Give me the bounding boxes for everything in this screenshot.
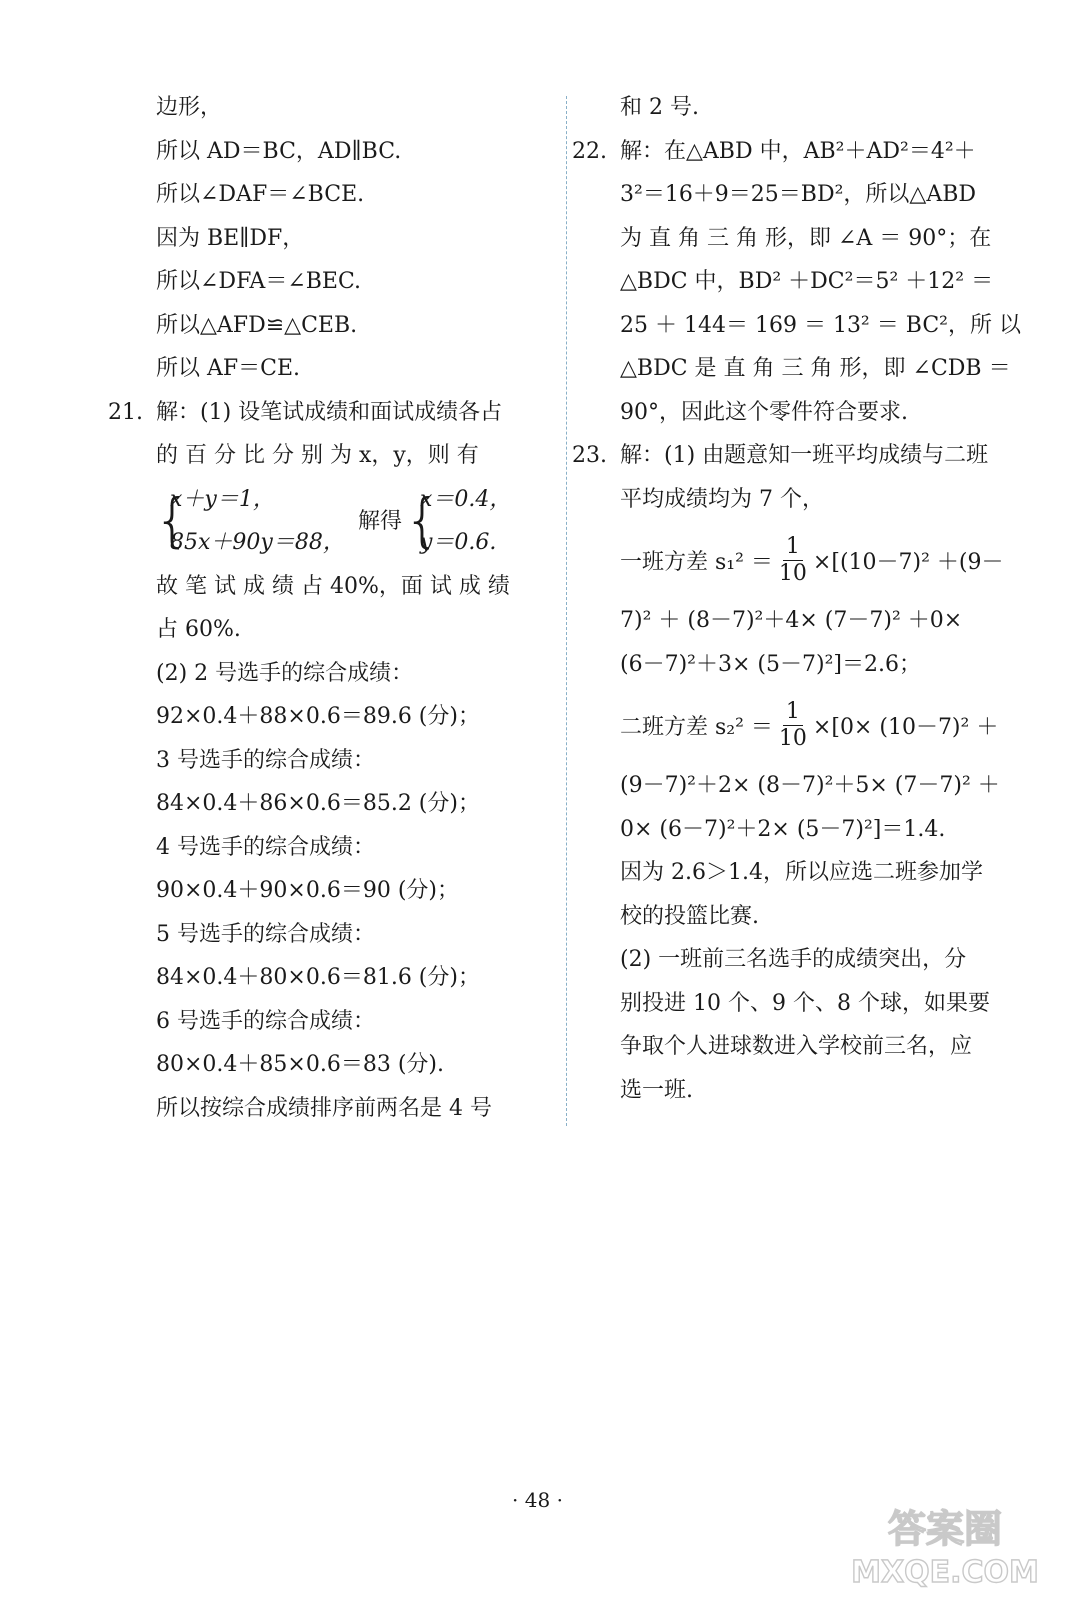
- left-brace: {: [154, 485, 191, 554]
- text-line: (6－7)²＋3× (5－7)²]＝2.6；: [620, 651, 921, 677]
- text-line: 边形，: [156, 95, 223, 120]
- text-line: 解：(1) 由题意知一班平均成绩与二班: [620, 443, 989, 468]
- text-line: 90×0.4＋90×0.6＝90 (分)；: [156, 878, 459, 903]
- solution-2: y＝0.6.: [420, 529, 497, 555]
- text-line: △BDC 是 直 角 三 角 形，即 ∠CDB ＝: [620, 356, 1011, 381]
- watermark-top-text: 答案圈: [887, 1507, 1003, 1551]
- fraction: [779, 534, 807, 587]
- text-line: 争取个人进球数进入学校前三名，应: [620, 1034, 973, 1059]
- text-line: 25 ＋ 144＝ 169 ＝ 13² ＝ BC²，所 以: [620, 312, 1021, 338]
- text-line: 80×0.4＋85×0.6＝83 (分).: [156, 1052, 444, 1077]
- watermark-bottom-text: MXQE.COM: [851, 1555, 1039, 1590]
- text-line: 平均成绩均为 7 个，: [620, 486, 824, 512]
- equation-2: 85x＋90y＝88，: [170, 529, 345, 555]
- text-line: 所以∠DAF＝∠BCE.: [156, 182, 365, 207]
- right-column: [572, 86, 1024, 1112]
- text-line: 6 号选手的综合成绩：: [156, 1008, 375, 1034]
- text-line: 7)² ＋ (8－7)²＋4× (7－7)² ＋0×: [620, 608, 963, 633]
- text-line: 为 直 角 三 角 形，即 ∠A ＝ 90°；在: [620, 225, 992, 251]
- watermark-logo: [835, 1500, 1055, 1590]
- fraction-denominator: 10: [778, 725, 807, 751]
- text-line: 选一班.: [620, 1077, 693, 1103]
- question-number: 21.: [108, 399, 143, 425]
- fraction-numerator: 1: [783, 699, 803, 726]
- text-line: 和 2 号.: [620, 95, 699, 120]
- text-line: (2) 2 号选手的综合成绩：: [156, 660, 414, 686]
- text-line: 占 60%.: [156, 617, 241, 642]
- text-line: (9－7)²＋2× (8－7)²＋5× (7－7)² ＋: [620, 773, 1000, 798]
- solution-1: x＝0.4，: [420, 486, 512, 512]
- variance-1-prefix: 一班方差 s₁² ＝: [620, 549, 773, 575]
- text-line: 所以 AD＝BC，AD∥BC.: [156, 138, 402, 164]
- text-line: 因为 BE∥DF，: [156, 225, 305, 251]
- question-number: 22.: [572, 138, 607, 164]
- text-line: △BDC 中，BD² ＋DC²＝5² ＋12² ＝: [620, 269, 994, 294]
- text-line: 4 号选手的综合成绩：: [156, 834, 375, 860]
- fraction: [779, 699, 807, 752]
- variance-2-prefix: 二班方差 s₂² ＝: [620, 714, 773, 740]
- text-line: (2) 一班前三名选手的成绩突出，分: [620, 947, 967, 972]
- text-line: 所以△AFD≌△CEB.: [156, 312, 358, 338]
- question-23: [572, 434, 1024, 478]
- question-number: 23.: [572, 443, 607, 468]
- question-22: [572, 130, 1024, 174]
- fraction-numerator: 1: [783, 534, 803, 561]
- text-line: 所以 AF＝CE.: [156, 356, 301, 381]
- left-column: [108, 86, 560, 1130]
- page-number: · 48 ·: [512, 1488, 563, 1512]
- variance-2-line: [572, 686, 1024, 764]
- text-line: 84×0.4＋86×0.6＝85.2 (分)；: [156, 791, 480, 816]
- text-line: 故 笔 试 成 绩 占 40%，面 试 成 绩: [156, 573, 510, 599]
- question-21: [108, 391, 560, 435]
- fraction-denominator: 10: [778, 560, 807, 586]
- variance-1-suffix: ×[(10－7)² ＋(9－: [812, 549, 1004, 575]
- right-brace: {: [404, 485, 441, 554]
- text-line: 90°，因此这个零件符合要求.: [620, 399, 908, 425]
- equation-system: [108, 478, 560, 565]
- text-line: 92×0.4＋88×0.6＝89.6 (分)；: [156, 704, 480, 729]
- text-line: 的 百 分 比 分 别 为 x，y，则 有: [156, 443, 479, 468]
- text-line: 3 号选手的综合成绩：: [156, 747, 375, 773]
- text-line: 因为 2.6＞1.4，所以应选二班参加学: [620, 860, 983, 885]
- variance-1-line: [572, 521, 1024, 599]
- solve-label: 解得: [358, 508, 403, 534]
- text-line: 所以∠DFA＝∠BEC.: [156, 269, 362, 294]
- text-line: 3²＝16＋9＝25＝BD²，所以△ABD: [620, 182, 977, 207]
- equation-1: x＋y＝1，: [170, 486, 275, 512]
- variance-2-suffix: ×[0× (10－7)² ＋: [812, 714, 999, 740]
- text-line: 解：在△ABD 中，AB²＋AD²＝4²＋: [620, 138, 976, 164]
- text-line: 0× (6－7)²＋2× (5－7)²]＝1.4.: [620, 816, 946, 842]
- text-line: 解：(1) 设笔试成绩和面试成绩各占: [156, 399, 503, 425]
- column-divider: [566, 96, 567, 1126]
- text-line: 所以按综合成绩排序前两名是 4 号: [156, 1095, 492, 1121]
- text-line: 别投进 10 个、9 个、8 个球，如果要: [620, 990, 990, 1016]
- text-line: 5 号选手的综合成绩：: [156, 921, 375, 947]
- text-line: 校的投篮比赛.: [620, 903, 759, 929]
- text-line: 84×0.4＋80×0.6＝81.6 (分)；: [156, 965, 480, 990]
